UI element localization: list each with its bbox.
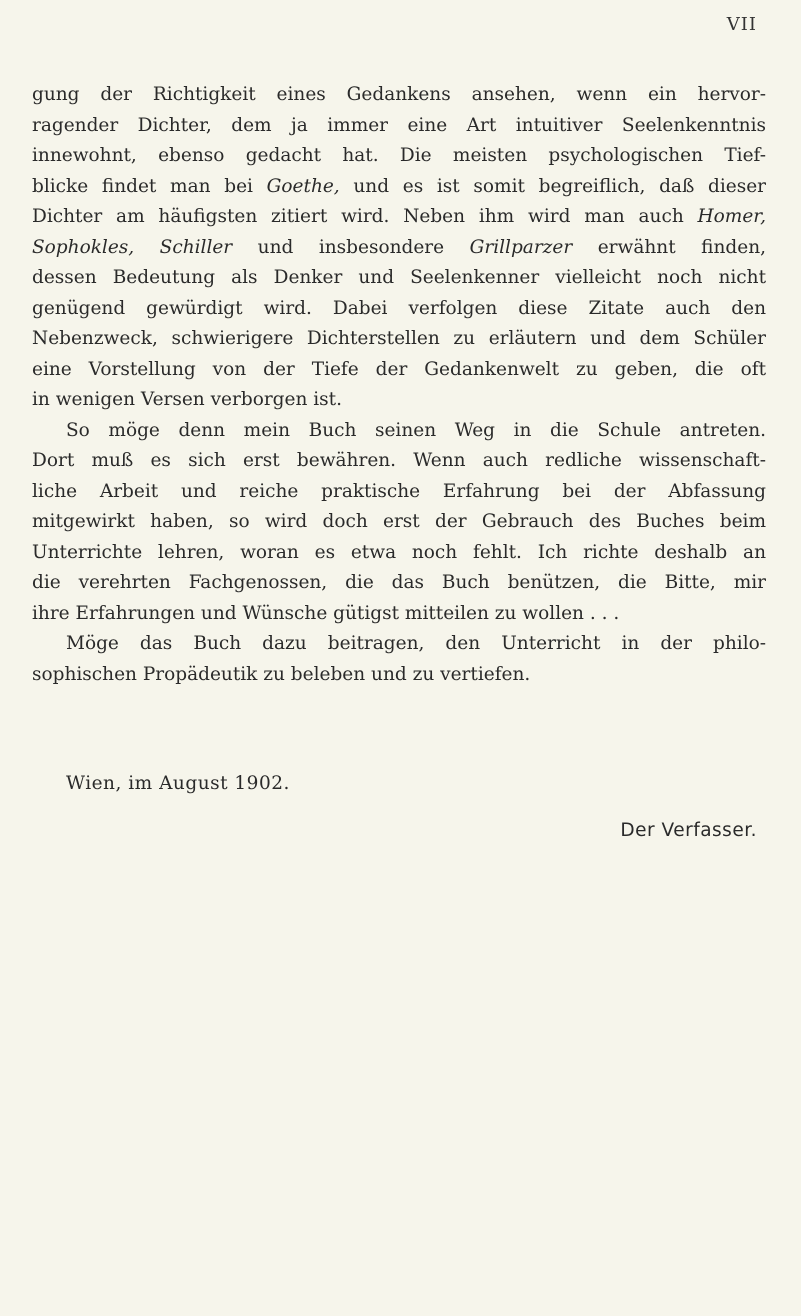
text-run: und es ist somit begreiflich, daß dieser [339, 175, 766, 197]
text-line [32, 660, 766, 691]
text-run: und insbesondere [232, 236, 470, 258]
text-line [32, 141, 766, 172]
text-line [32, 202, 766, 233]
text-line [32, 263, 766, 294]
text-line [32, 355, 766, 386]
text-run: in wenigen Versen verborgen ist. [32, 389, 342, 410]
text-run: innewohnt, ebenso gedacht hat. Die meisten psychologischen Tief- [32, 145, 766, 166]
text-run: Möge das Buch dazu beitragen, den Unterricht in der philo- [66, 633, 766, 654]
text-run: ragender Dichter, dem ja immer eine Art intuitiver Seelenkenntnis [32, 114, 766, 136]
text-line [32, 599, 766, 630]
text-line [32, 416, 766, 447]
preface-text [32, 80, 766, 690]
text-run: gung der Richtigkeit eines Gedankens ansehen, wenn ein hervor- [32, 84, 766, 105]
text-line [32, 233, 766, 264]
text-line [32, 629, 766, 660]
text-line [32, 538, 766, 569]
author-signature: Der Verfasser. [620, 820, 757, 841]
text-line [32, 111, 766, 142]
text-run: liche Arbeit und reiche praktische Erfahrung bei der Abfassung [32, 480, 766, 502]
italic-name: Sophokles, Schiller [32, 236, 233, 258]
italic-name: Homer, [697, 206, 766, 227]
text-run: Dort muß es sich erst bewähren. Wenn auch redliche wissenschaft- [32, 450, 766, 471]
text-line [32, 385, 766, 416]
text-run: eine Vorstellung von der Tiefe der Gedankenwelt zu geben, die oft [32, 358, 766, 380]
text-run: die verehrten Fachgenossen, die das Buch benützen, die Bitte, mir [32, 572, 766, 593]
text-run: sophischen Propädeutik zu beleben und zu vertiefen. [32, 663, 531, 685]
text-run: erwähnt finden, [572, 236, 767, 258]
text-run: Dichter am häufigsten zitiert wird. Neben ihm wird man auch [32, 206, 698, 227]
place-and-date: Wien, im August 1902. [66, 773, 290, 794]
text-run: Unterrichte lehren, woran es etwa noch fehlt. Ich richte deshalb an [32, 541, 766, 563]
text-run: mitgewirkt haben, so wird doch erst der Gebrauch des Buches beim [32, 511, 766, 532]
text-run: So möge denn mein Buch seinen Weg in die Schule antreten. [66, 419, 766, 441]
text-run: ihre Erfahrungen und Wünsche gütigst mitteilen zu wollen . . . [32, 602, 620, 624]
italic-name: Grillparzer [469, 236, 573, 258]
text-run: blicke findet man bei [32, 175, 267, 197]
text-run: dessen Bedeutung als Denker und Seelenkenner vielleicht noch nicht [32, 267, 766, 288]
text-line [32, 80, 766, 111]
text-line [32, 568, 766, 599]
text-line [32, 477, 766, 508]
page-number: VII [726, 14, 757, 35]
text-line [32, 294, 766, 325]
text-line [32, 324, 766, 355]
text-run: genügend gewürdigt wird. Dabei verfolgen diese Zitate auch den [32, 297, 766, 319]
text-line [32, 507, 766, 538]
text-line [32, 446, 766, 477]
text-run: Nebenzweck, schwierigere Dichterstellen zu erläutern und dem Schüler [32, 328, 766, 349]
text-line [32, 172, 766, 203]
italic-name: Goethe, [266, 175, 340, 197]
